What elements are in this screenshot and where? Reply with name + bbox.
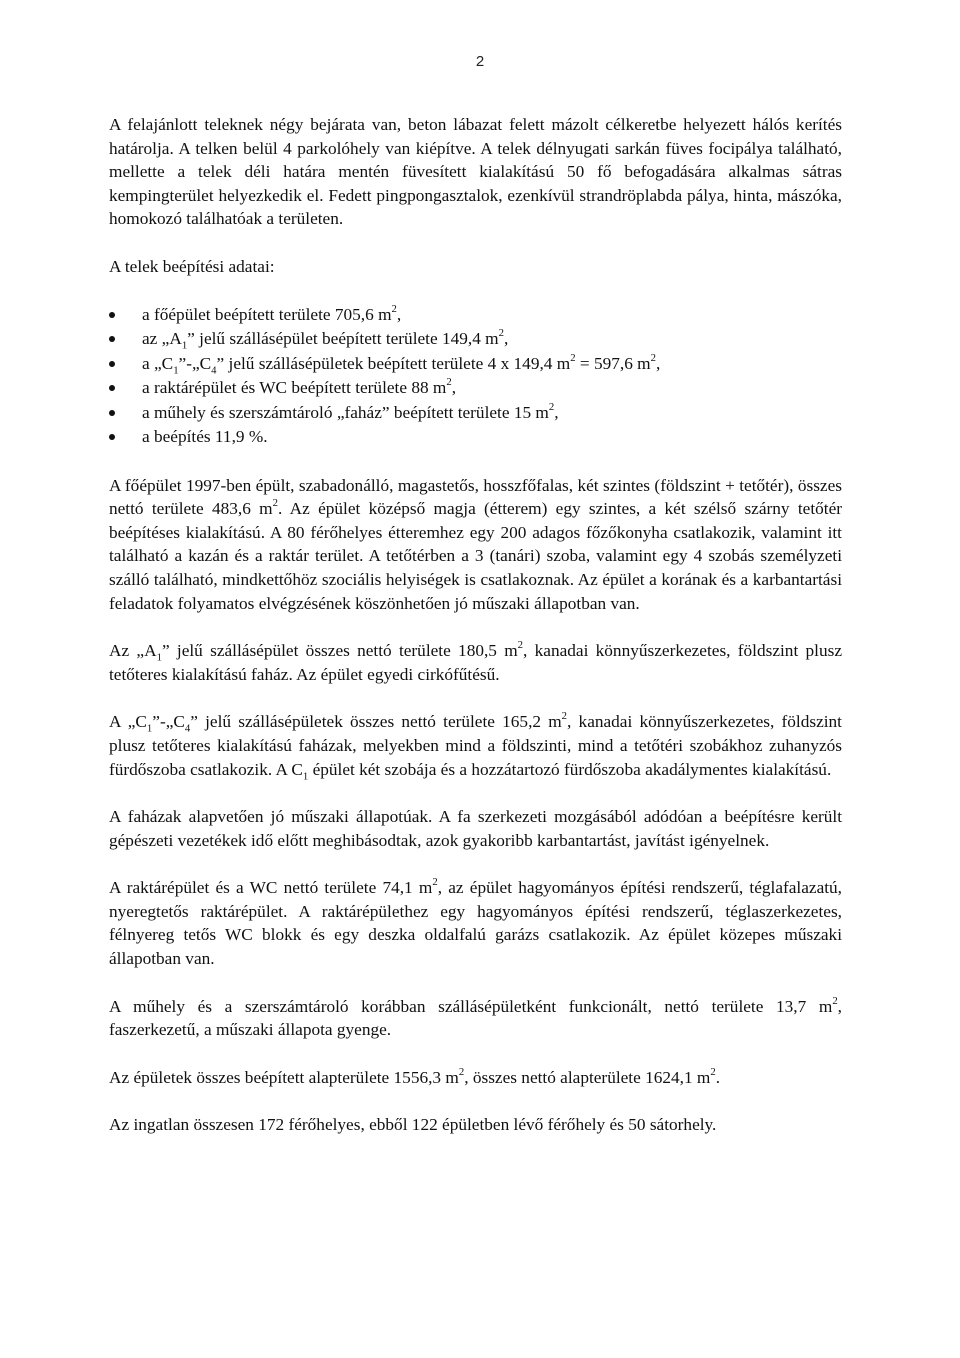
page-number: 2 xyxy=(475,53,485,70)
bullet-icon xyxy=(109,361,115,367)
paragraph-total-area: Az épületek összes beépített alapterülete 1556,3 $m^2$, összes nettó alapterülete 1624,1 $m^2$. xyxy=(109,1066,721,1087)
paragraph-workshop: A műhely és a szerszámtároló korábban szállásépületként funkcionált, nettó területe 13,7 $m^2$, faszerkezetű, a műszaki állapota gyenge. xyxy=(109,994,842,1040)
bullet-icon xyxy=(109,385,115,391)
paragraph-warehouse: A raktárépület és a WC nettó területe 74,1 $m^2$, az épület hagyományos építési rendszerű, téglafalazatú, nyeregtetős raktárépület. A raktárépülethez egy hagyományos építési rendszerű, téglaszerkezetes, félnyereg tetős WC blokk és egy deszka oldalfalú garázs csatlakozik. Az épület közepes műszaki állapotban van. xyxy=(109,876,842,969)
bullet-icon xyxy=(109,336,115,342)
list-item: a raktárépület és WC beépített területe 88 $m^2$, xyxy=(109,376,842,401)
list-item: a beépítés 11,9 %. xyxy=(109,425,842,450)
paragraph-cabins-condition: A faházak alapvetően jó műszaki állapotúak. A fa szerkezeti mozgásából adódóan a beépítésre került gépészeti vezetékek idő előtt meghibásodtak, azok gyakoribb karbantartást, javítást igényelnek. xyxy=(109,807,842,850)
bullet-icon xyxy=(109,312,115,318)
document-body xyxy=(109,113,842,1137)
paragraph-a1-building: Az $„A_1$” jelű szállásépület összes nettó területe 180,5 $m^2$, kanadai könnyűszerkezetes, földszint plusz tetőteres kialakítású faház. Az épület egyedi cirkófűtésű. xyxy=(109,639,843,684)
bullet-icon xyxy=(109,434,115,440)
bullet-icon xyxy=(109,410,115,416)
building-data-list xyxy=(109,303,842,450)
list-item: a $„C_1”-„C_4$” jelű szállásépületek beépített területe 4 x 149,4 $m^2 = 597,6$ $m^2$, xyxy=(109,352,842,377)
list-item: az $„A_1$” jelű szállásépület beépített területe 149,4 $m^2$, xyxy=(109,327,842,352)
paragraph-main-building: A főépület 1997-ben épült, szabadonálló, magastetős, hosszfőfalas, két szintes (földszint + tetőtér), összes nettó területe 483,6 $m^2$. Az épület középső magja (étterem) egy szintes, a két szélső szárny tetőtér beépítéses kialakítású. A 80 férőhelyes étteremhez egy 200 adagos főzőkonyha csatlakozik, valamint itt található a kazán és a raktár terület. A tetőtérben a 3 (tanári) szoba, valamint egy 4 szobás személyzeti szálló található, mindkettőhöz szociális helyiségek is csatlakoznak. Az épület a korának és a karbantartási feladatok folyamatos elvégzésének köszönhetően jó műszaki állapotban van. xyxy=(109,475,842,613)
list-item: a főépület beépített területe 705,6 $m^2$, xyxy=(109,303,842,328)
paragraph-c-buildings: A $„C_1”-„C_4$” jelű szállásépületek összes nettó területe 165,2 $m^2$, kanadai könnyűszerkezetes, földszint plusz tetőteres kialakítású faházak, melyekben mind a földszinti, mind a tetőtéri szobákhoz zuhanyzós fürdőszoba csatlakozik. A $C_1$ épület két szobája és a hozzátartozó fürdőszoba akadálymentes kialakítású. xyxy=(109,710,842,782)
paragraph-building-data-heading: A telek beépítési adatai: xyxy=(109,256,275,276)
list-item: a műhely és szerszámtároló „faház” beépített területe 15 $m^2$, xyxy=(109,401,842,426)
paragraph-site-description: A felajánlott teleknek négy bejárata van, beton lábazat felett mázolt célkeretbe helyezett hálós kerítés határolja. A telken belül 4 parkolóhely van kiépítve. A telek délnyugati sarkán füves focipálya található, mellette a telek déli határa mentén füvesített kialakítású 50 fő befogadására alkalmas sátras kempingterület helyezkedik el. Fedett pingpongasztalok, ezenkívül strandröplabda pálya, hinta, mászóka, homokozó találhatóak a területen. xyxy=(109,115,842,229)
paragraph-capacity: Az ingatlan összesen 172 férőhelyes, ebből 122 épületben lévő férőhely és 50 sátorhely. xyxy=(109,1115,717,1135)
